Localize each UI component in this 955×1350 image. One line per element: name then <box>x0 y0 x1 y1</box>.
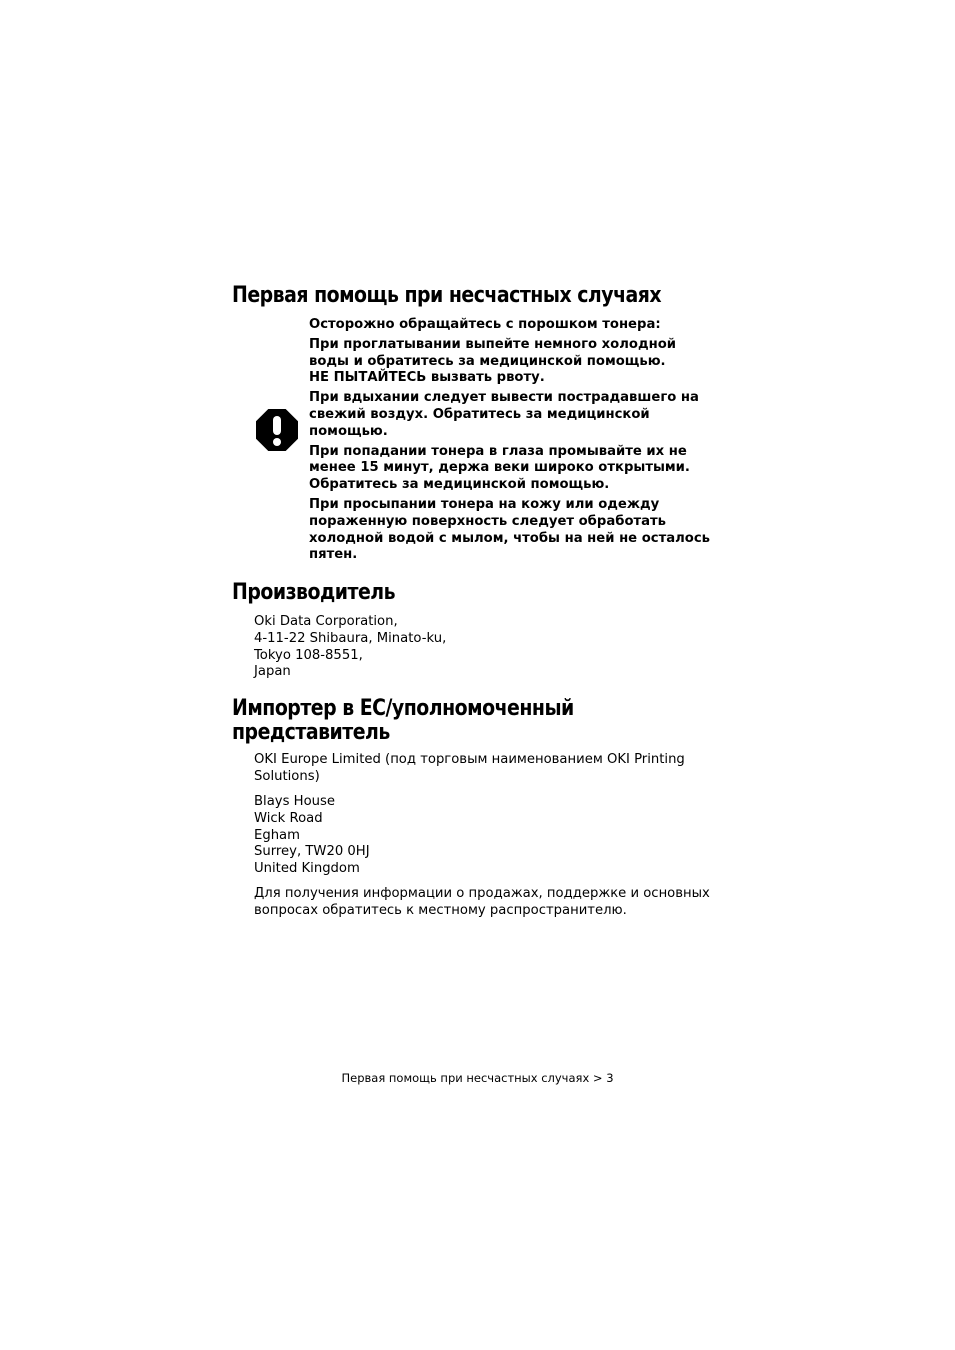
warning-line: При проглатывании выпейте немного холодной <box>309 336 677 352</box>
warning-intro <box>309 317 729 334</box>
address-line: United Kingdom <box>254 861 360 877</box>
warning-skin <box>309 497 729 564</box>
warning-line: НЕ ПЫТАЙТЕСЬ вызвать рвоту. <box>309 370 545 386</box>
address-line: Oki Data Corporation, <box>254 614 398 629</box>
warning-line: воды и обратитесь за медицинской помощью. <box>309 353 666 369</box>
info-line: Для получения информации о продажах, поддержке и основных <box>254 886 710 901</box>
toner-warning-text <box>309 317 729 567</box>
manufacturer-address <box>254 614 729 681</box>
address-line: Japan <box>254 664 291 680</box>
warning-swallowing <box>309 337 729 387</box>
importer-company <box>254 752 729 786</box>
warning-line: пораженную поверхность следует обработать <box>309 513 667 529</box>
warning-line: холодной водой с мылом, чтобы на ней не осталось <box>309 530 711 546</box>
warning-line: пятен. <box>309 547 358 563</box>
company-line: Solutions) <box>254 768 320 784</box>
warning-line: менее 15 минут, держа веки широко открытыми. <box>309 460 690 476</box>
page-footer: Первая помощь при несчастных случаях > 3 <box>341 1071 614 1085</box>
warning-line: При вдыхании следует вывести пострадавшего на <box>309 390 699 406</box>
address-line: Tokyo 108-8551, <box>254 647 363 663</box>
info-line: вопросах обратитесь к местному распространителю. <box>254 902 627 918</box>
warning-line: При попадании тонера в глаза промывайте их не <box>309 443 687 459</box>
importer-heading-line: Импортер в ЕС/уполномоченный <box>232 696 574 721</box>
exclamation-warning-icon <box>256 409 298 451</box>
importer-heading <box>232 697 574 745</box>
warning-inhalation <box>309 390 729 440</box>
warning-line: Обратитесь за медицинской помощью. <box>309 477 610 493</box>
manufacturer-heading: Производитель <box>232 580 396 605</box>
importer-address <box>254 794 729 878</box>
address-line: Egham <box>254 827 300 843</box>
company-line: OKI Europe Limited (под торговым наименованием OKI Printing <box>254 752 685 767</box>
importer-info <box>254 886 729 920</box>
warning-line: помощью. <box>309 423 388 439</box>
address-line: Blays House <box>254 794 335 809</box>
importer-heading-line: представитель <box>232 720 390 745</box>
warning-line: Осторожно обращайтесь с порошком тонера: <box>309 317 661 332</box>
address-line: Surrey, TW20 0HJ <box>254 844 370 860</box>
warning-line: При просыпании тонера на кожу или одежду <box>309 496 660 512</box>
first-aid-heading: Первая помощь при несчастных случаях <box>232 283 662 308</box>
address-line: 4-11-22 Shibaura, Minato-ku, <box>254 630 447 646</box>
address-line: Wick Road <box>254 810 323 826</box>
warning-line: свежий воздух. Обратитесь за медицинской <box>309 406 650 422</box>
warning-eyes <box>309 444 729 494</box>
